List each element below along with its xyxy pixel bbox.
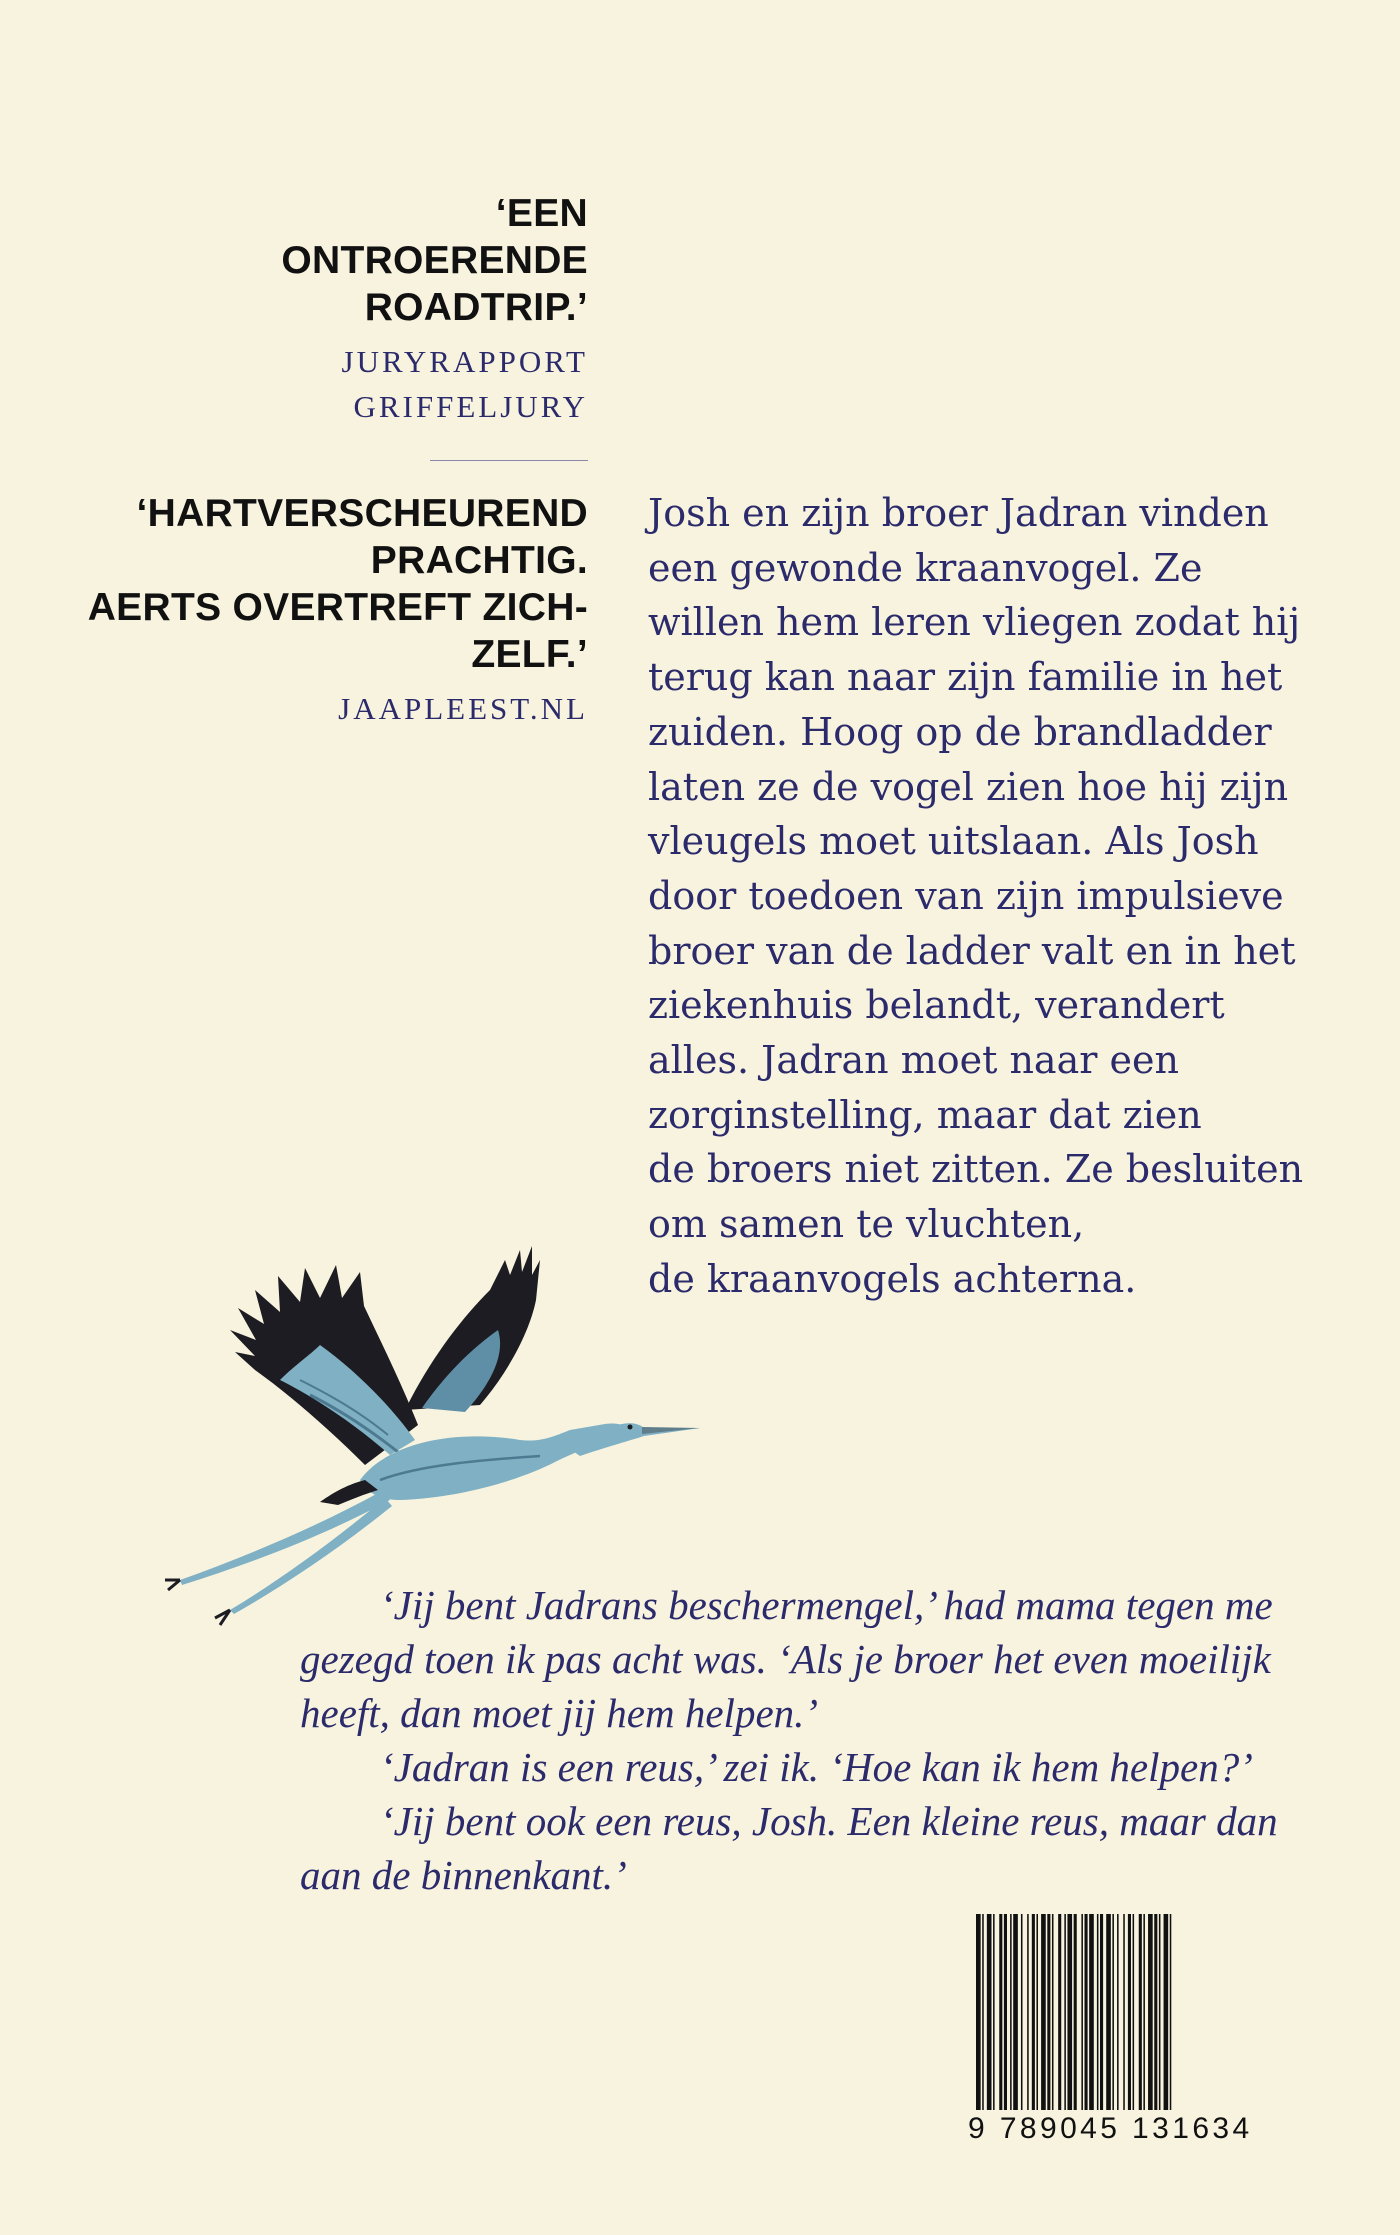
excerpt-line: ‘Jij bent Jadrans beschermengel,’ had mama tegen me bbox=[380, 1582, 1273, 1628]
review-quote-block bbox=[88, 490, 588, 731]
review-quote-block bbox=[281, 190, 588, 429]
review-quote-line: ‘EEN bbox=[495, 192, 588, 235]
blurb-line: terug kan naar zijn familie in het bbox=[648, 655, 1283, 700]
review-quote-line: PRACHTIG. bbox=[370, 539, 588, 582]
blurb-line: door toedoen van zijn impulsieve bbox=[648, 873, 1284, 918]
barcode-bars bbox=[968, 1914, 1268, 2114]
review-quote-line: AERTS OVERTREFT ZICH- bbox=[87, 586, 588, 629]
blurb-line: ziekenhuis belandt, verandert bbox=[648, 983, 1225, 1028]
isbn-digits: 9 789045 131634 bbox=[968, 2112, 1253, 2145]
blurb-line: laten ze de vogel zien hoe hij zijn bbox=[648, 764, 1289, 809]
excerpt-line: gezegd toen ik pas acht was. ‘Als je broer het even moeilijk bbox=[300, 1636, 1271, 1682]
excerpt-line: heeft, dan moet jij hem helpen.’ bbox=[300, 1690, 819, 1736]
review-source-line: GRIFFELJURY bbox=[353, 389, 588, 424]
blurb-line: zorginstelling, maar dat zien bbox=[648, 1092, 1202, 1137]
review-quote bbox=[88, 490, 588, 678]
review-quote bbox=[281, 190, 588, 331]
review-quote-line: ROADTRIP.’ bbox=[364, 286, 588, 329]
excerpt-line: aan de binnenkant.’ bbox=[300, 1852, 627, 1898]
review-quote-line: ONTROERENDE bbox=[281, 239, 588, 282]
review-source-line: JURYRAPPORT bbox=[341, 344, 588, 379]
review-quote-line: ‘HARTVERSCHEUREND bbox=[136, 492, 588, 535]
divider bbox=[430, 460, 588, 461]
review-source bbox=[281, 339, 588, 429]
excerpt-line: ‘Jadran is een reus,’ zei ik. ‘Hoe kan ik hem helpen?’ bbox=[380, 1744, 1253, 1790]
book-excerpt bbox=[300, 1578, 1300, 1902]
review-source bbox=[88, 686, 588, 731]
review-source-line: JAAPLEEST.NL bbox=[338, 691, 588, 726]
blurb-line: zuiden. Hoog op de brandladder bbox=[648, 709, 1272, 754]
blurb-line: vleugels moet uitslaan. Als Josh bbox=[648, 819, 1259, 864]
review-quote-line: ZELF.’ bbox=[471, 633, 588, 676]
blurb-line: willen hem leren vliegen zodat hij bbox=[648, 600, 1301, 645]
blurb-line: Josh en zijn broer Jadran vinden bbox=[648, 491, 1269, 535]
blurb-line: broer van de ladder valt en in het bbox=[648, 928, 1296, 973]
excerpt-line: ‘Jij bent ook een reus, Josh. Een kleine reus, maar dan bbox=[380, 1798, 1278, 1844]
blurb-line: alles. Jadran moet naar een bbox=[648, 1038, 1179, 1083]
blurb-line: een gewonde kraanvogel. Ze bbox=[648, 545, 1203, 590]
crane-icon bbox=[160, 1180, 850, 1630]
blurb-line: de kraanvogels achterna. bbox=[648, 1256, 1137, 1301]
blurb-line: de broers niet zitten. Ze besluiten bbox=[648, 1147, 1304, 1192]
isbn-barcode bbox=[968, 1914, 1268, 2164]
blurb-line: om samen te vluchten, bbox=[648, 1202, 1085, 1247]
